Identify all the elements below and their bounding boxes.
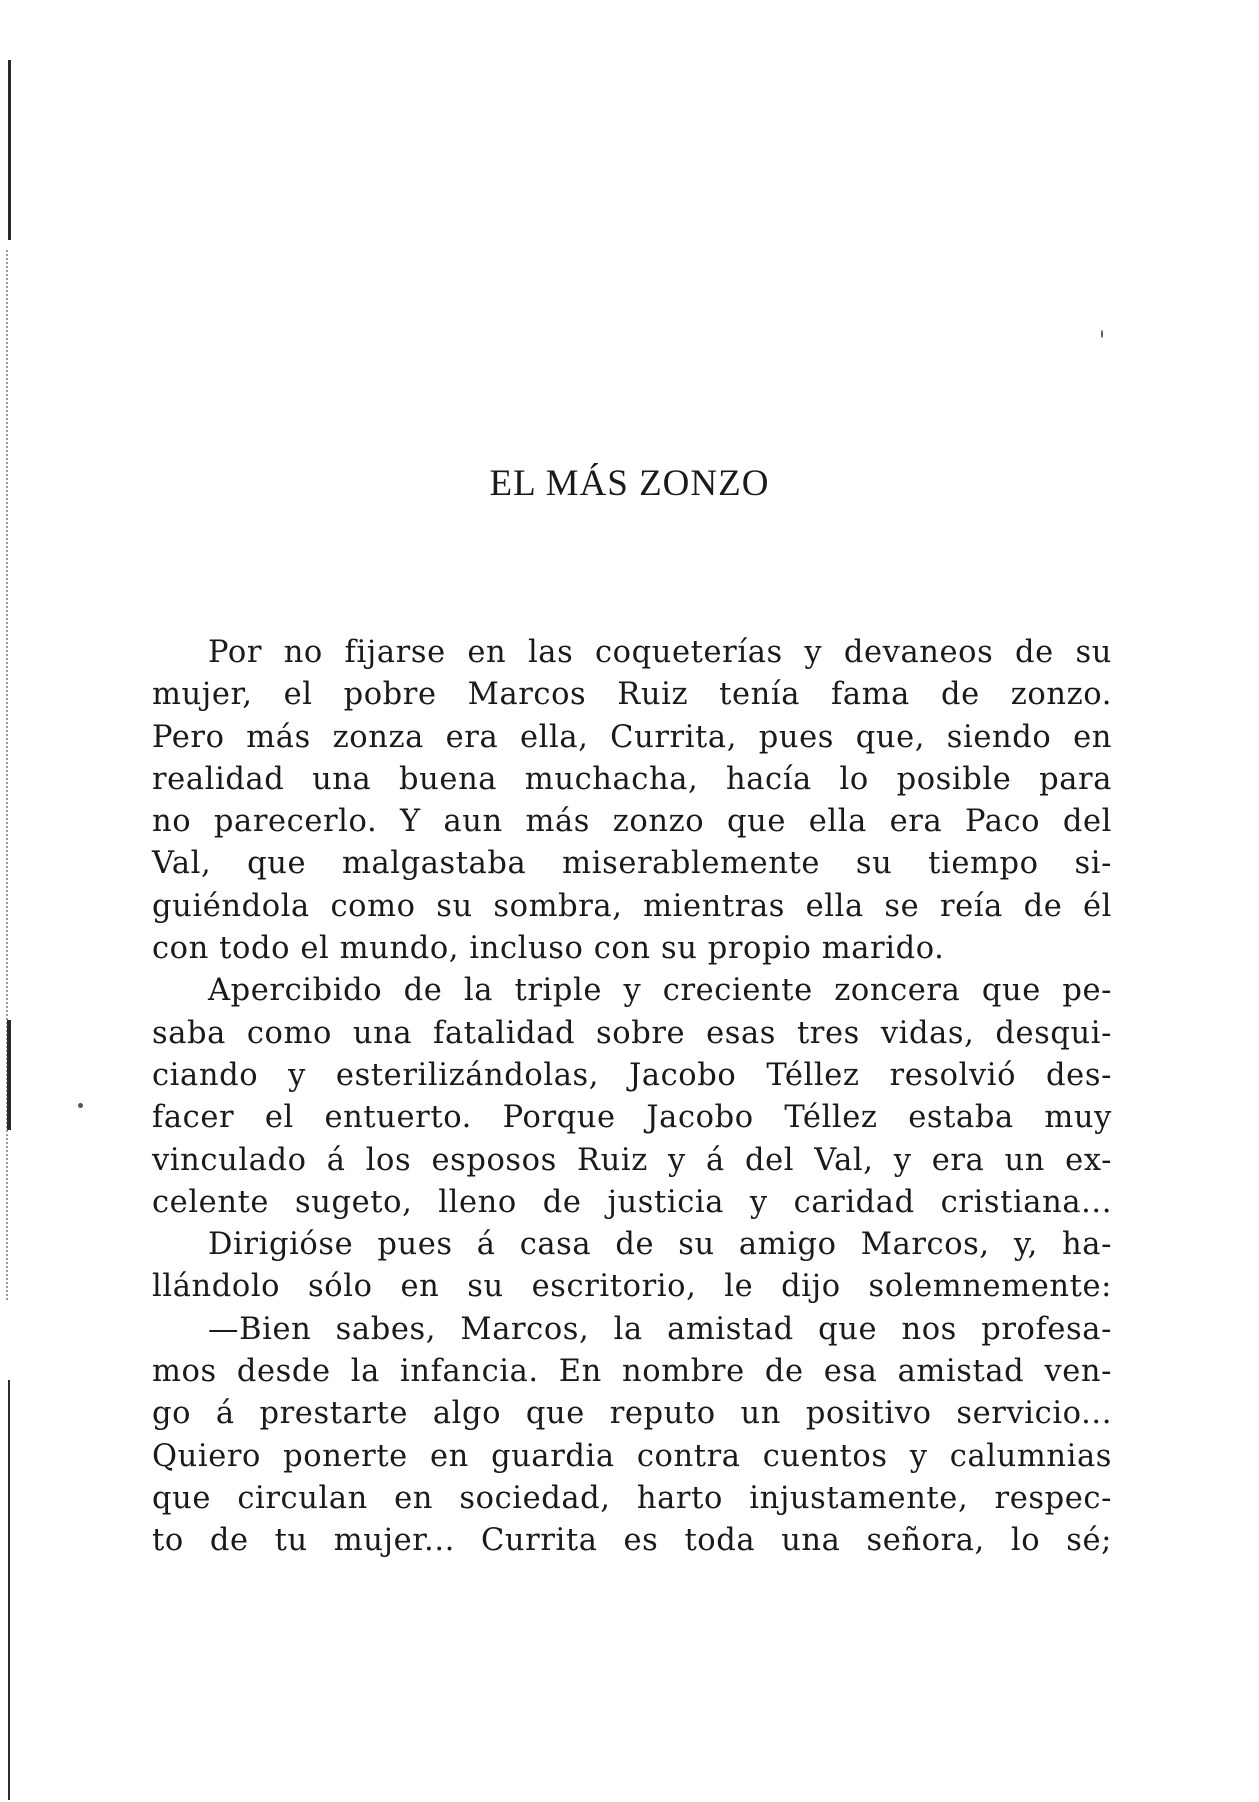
text-line: Apercibido de la triple y creciente zoncera que pe- xyxy=(208,973,1112,1009)
text-line: llándolo sólo en su escritorio, le dijo solemnemente: xyxy=(152,1269,1112,1305)
text-line: Dirigióse pues á casa de su amigo Marcos, y, ha- xyxy=(208,1227,1112,1263)
body-text xyxy=(152,632,1112,1563)
text-line: go á prestarte algo que reputo un positivo servicio... xyxy=(152,1396,1112,1432)
text-line: que circulan en sociedad, harto injustamente, respec- xyxy=(152,1480,1112,1516)
text-line: ciando y esterilizándolas, Jacobo Téllez resolvió des- xyxy=(152,1057,1112,1093)
text-line: celente sugeto, lleno de justicia y caridad cristiana... xyxy=(152,1184,1112,1220)
text-line: Val, que malgastaba miserablemente su tiempo si- xyxy=(152,846,1112,882)
scan-speck xyxy=(78,1103,83,1108)
text-line: —Bien sabes, Marcos, la amistad que nos profesa- xyxy=(208,1311,1112,1347)
chapter-title: EL MÁS ZONZO xyxy=(489,463,770,504)
binding-shadow-line xyxy=(7,1020,11,1130)
text-line: guiéndola como su sombra, mientras ella se reía de él xyxy=(152,888,1112,924)
binding-shadow-line xyxy=(8,60,11,240)
text-line: to de tu mujer... Currita es toda una señora, lo sé; xyxy=(152,1523,1112,1559)
text-line: no parecerlo. Y aun más zonzo que ella era Paco del xyxy=(152,804,1112,840)
scan-speck xyxy=(1101,330,1103,338)
binding-speckle xyxy=(6,250,10,1300)
text-line: Por no fijarse en las coqueterías y devaneos de su xyxy=(208,635,1112,670)
text-line: mujer, el pobre Marcos Ruiz tenía fama de zonzo. xyxy=(152,677,1112,713)
text-line: saba como una fatalidad sobre esas tres vidas, desqui- xyxy=(152,1015,1112,1051)
text-line: realidad una buena muchacha, hacía lo posible para xyxy=(152,761,1112,797)
text-line: Pero más zonza era ella, Currita, pues que, siendo en xyxy=(152,719,1112,755)
text-line: vinculado á los esposos Ruiz y á del Val, y era un ex- xyxy=(152,1142,1112,1178)
binding-edge xyxy=(0,0,26,1802)
binding-shadow-line xyxy=(8,1380,10,1800)
text-line: Quiero ponerte en guardia contra cuentos y calumnias xyxy=(152,1438,1112,1474)
text-line: con todo el mundo, incluso con su propio marido. xyxy=(152,931,945,967)
text-line: facer el entuerto. Porque Jacobo Téllez estaba muy xyxy=(152,1100,1112,1136)
text-line: mos desde la infancia. En nombre de esa amistad ven- xyxy=(152,1354,1112,1390)
